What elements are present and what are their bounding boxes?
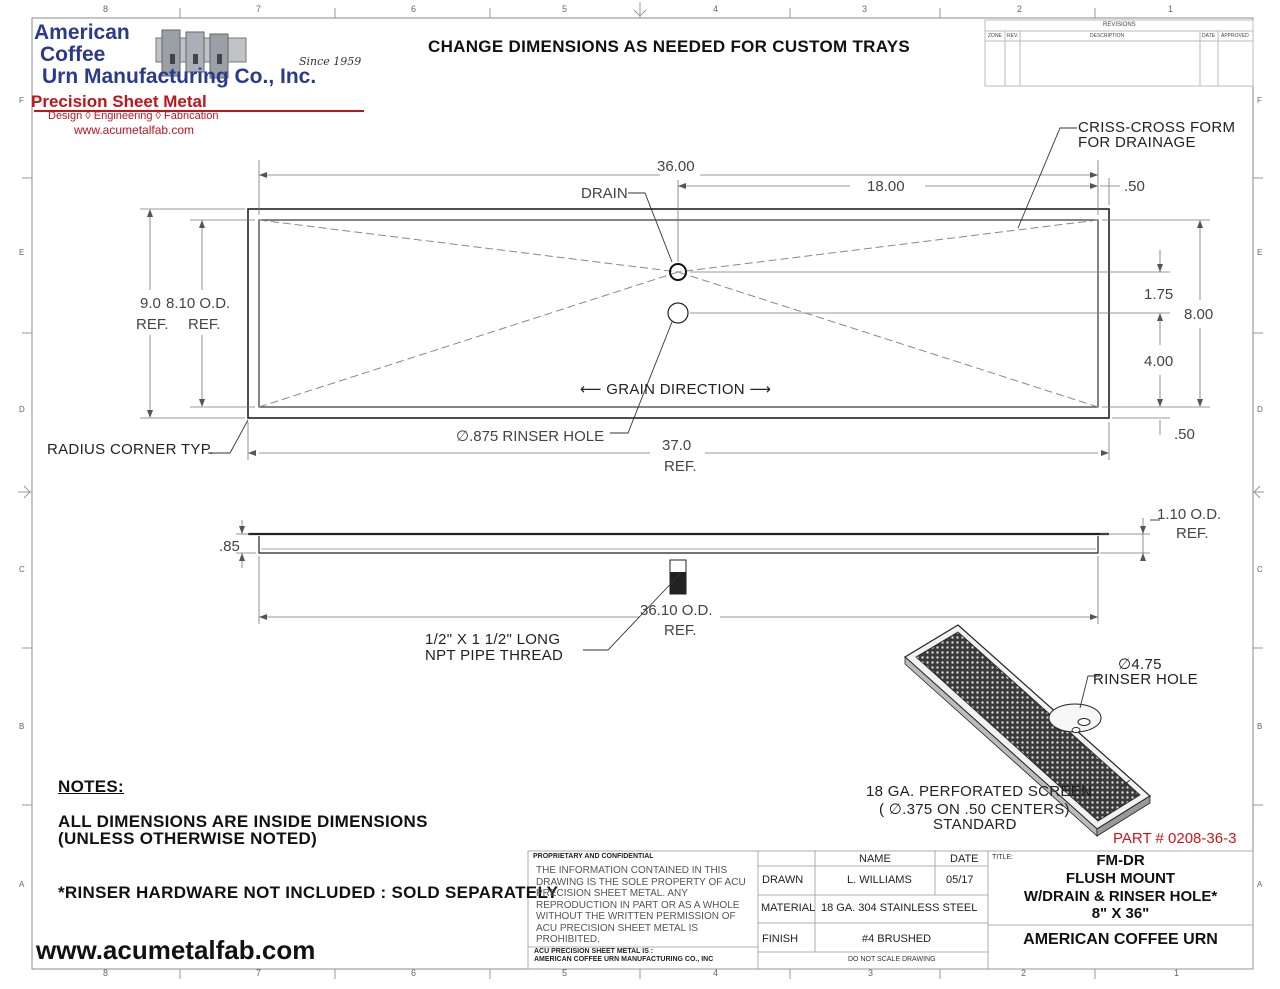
zone-num: 3 — [868, 968, 874, 978]
dim-810-od: 8.10 O.D. — [166, 295, 231, 312]
zone-letter: B — [19, 722, 25, 731]
grain-direction-label: ⟵ GRAIN DIRECTION ⟶ — [580, 381, 772, 398]
zone-num: 1 — [1168, 4, 1174, 14]
zone-num: 2 — [1017, 4, 1023, 14]
tb-material-label: MATERIAL — [761, 902, 816, 914]
zone-num: 4 — [713, 968, 719, 978]
center-mark-right — [1254, 486, 1264, 498]
logo-line-2: Coffee — [40, 43, 106, 66]
rev-col-zone: ZONE — [988, 33, 1002, 39]
tb-drawn-label: DRAWN — [762, 874, 804, 886]
dim-half-length: 18.00 — [867, 178, 905, 195]
thread-label-2: NPT PIPE THREAD — [425, 647, 564, 664]
pipe-thread — [670, 560, 686, 594]
leader-lines — [208, 128, 1077, 453]
tb-title-label: TITLE: — [992, 854, 1014, 861]
screen-label-2: ( ∅.375 ON .50 CENTERS) — [879, 801, 1070, 818]
zone-num: 6 — [411, 968, 417, 978]
zone-letter: E — [19, 248, 25, 257]
radius-corner-label: RADIUS CORNER TYP. — [47, 441, 214, 458]
rev-col-description: DESCRIPTION — [1090, 33, 1125, 39]
top-dimension-arrows — [147, 172, 1203, 456]
dim-085: .85 — [219, 538, 240, 555]
part-number: PART # 0208-36-3 — [1113, 830, 1237, 847]
zone-num: 7 — [256, 4, 262, 14]
company-logo — [31, 20, 369, 140]
dim-810-ref: REF. — [188, 316, 221, 333]
zone-num: 7 — [256, 968, 262, 978]
tb-title-2: FLUSH MOUNT — [1065, 870, 1176, 887]
tb-acu-company: AMERICAN COFFEE URN MANUFACTURING CO., INC — [534, 956, 714, 963]
rev-col-rev: REV. — [1007, 33, 1019, 39]
notes-line-2: (UNLESS OTHERWISE NOTED) — [58, 829, 318, 848]
tb-title-3: W/DRAIN & RINSER HOLE* — [1023, 888, 1218, 905]
dim-3610-ref: REF. — [664, 622, 697, 639]
tb-do-not-scale: DO NOT SCALE DRAWING — [848, 956, 936, 963]
notes-heading: NOTES: — [58, 777, 125, 796]
dim-overall-length: 36.00 — [657, 158, 695, 175]
dim-ref-9: 9.0 — [140, 295, 161, 312]
zone-letter: D — [19, 405, 25, 414]
zone-letter: A — [19, 880, 25, 889]
rev-col-date: DATE — [1202, 33, 1215, 39]
zone-letter: C — [1257, 565, 1263, 574]
criss-cross-label-2: FOR DRAINAGE — [1078, 134, 1196, 151]
logo-website: www.acumetalfab.com — [74, 123, 195, 137]
dim-flange-top: .50 — [1124, 178, 1145, 195]
screen-label-3: STANDARD — [933, 816, 1017, 833]
logo-line-3: Urn Manufacturing Co., Inc. — [42, 65, 317, 88]
tb-drawn-name: L. WILLIAMS — [847, 874, 912, 886]
notes-line-3: *RINSER HARDWARE NOT INCLUDED : SOLD SEPARATELY — [58, 883, 559, 902]
zone-num: 8 — [103, 968, 109, 978]
dim-flange-bottom: .50 — [1174, 426, 1195, 443]
center-mark-top — [634, 2, 646, 16]
tb-finish-label: FINISH — [762, 933, 799, 945]
zone-num: 3 — [862, 4, 868, 14]
tb-acu-is: ACU PRECISION SHEET METAL IS : — [534, 948, 654, 955]
zone-num: 4 — [713, 4, 719, 14]
tb-finish-value: #4 BRUSHED — [862, 933, 932, 945]
zone-letter: A — [1257, 880, 1263, 889]
header-note: CHANGE DIMENSIONS AS NEEDED FOR CUSTOM TRAYS — [428, 37, 911, 56]
dim-400: 4.00 — [1144, 353, 1174, 370]
revisions-title: REVISIONS — [1103, 22, 1136, 28]
zone-num: 1 — [1174, 968, 1180, 978]
revisions-table — [985, 20, 1253, 86]
rev-col-approved: APPROVED — [1221, 33, 1249, 39]
rinser-hole — [668, 303, 688, 323]
dim-3610-od: 36.10 O.D. — [640, 602, 713, 619]
zone-num: 6 — [411, 4, 417, 14]
logo-line-1: American — [34, 21, 130, 44]
side-view-profile — [248, 534, 1109, 553]
zone-letter: B — [1257, 722, 1263, 731]
tb-title-1: FM-DR — [1096, 852, 1145, 869]
logo-since: Since 1959 — [299, 55, 362, 68]
zone-letter: E — [1257, 248, 1263, 257]
logo-tagline: Precision Sheet Metal — [31, 92, 207, 111]
footer-url[interactable]: www.acumetalfab.com — [36, 935, 316, 965]
criss-cross-label-1: CRISS-CROSS FORM — [1078, 119, 1236, 136]
tb-proprietary-body: THE INFORMATION CONTAINED IN THIS DRAWING IS THE SOLE PROPERTY OF ACU PRECISION SHEET METAL. ANY REPRODUCTION IN PART OR AS A WHOLE WITHOUT THE WRITTEN PERMISSION OF ACU PRECISION SHEET METAL IS PROHIBITED. — [536, 865, 746, 945]
tb-material-value: 18 GA. 304 STAINLESS STEEL — [821, 902, 978, 914]
rinser-hole-label: ∅.875 RINSER HOLE — [456, 428, 605, 445]
drain-label: DRAIN — [581, 185, 628, 202]
zone-letter: C — [19, 565, 25, 574]
tb-drawn-date: 05/17 — [946, 874, 974, 886]
center-mark-left — [18, 486, 30, 498]
dim-37: 37.0 — [662, 437, 692, 454]
dim-37-ref: REF. — [664, 458, 697, 475]
zone-letter: D — [1257, 405, 1263, 414]
thread-label-1: 1/2" X 1 1/2" LONG — [425, 631, 561, 648]
tb-col-date: DATE — [950, 853, 979, 865]
dim-800: 8.00 — [1184, 306, 1214, 323]
zone-letter: F — [1257, 96, 1262, 105]
tb-col-name: NAME — [859, 853, 891, 865]
tb-title-4: 8" X 36" — [1091, 905, 1150, 922]
screen-label-1: 18 GA. PERFORATED SCREEN — [866, 783, 1093, 800]
tray-inner-outline — [259, 220, 1098, 407]
dim-110-od: 1.10 O.D. — [1157, 506, 1222, 523]
notes-line-1: ALL DIMENSIONS ARE INSIDE DIMENSIONS — [58, 812, 428, 831]
iso-rinser-dia: ∅4.75 — [1118, 656, 1162, 673]
tb-proprietary-head: PROPRIETARY AND CONFIDENTIAL — [533, 853, 654, 860]
dim-ref-9-ref: REF. — [136, 316, 169, 333]
top-dimension-lines — [140, 160, 1210, 460]
dim-110-ref: REF. — [1176, 525, 1209, 542]
logo-services: Design ◊ Engineering ◊ Fabrication — [48, 110, 219, 122]
zone-num: 5 — [562, 4, 568, 14]
zone-letter: F — [19, 96, 24, 105]
zone-num: 2 — [1021, 968, 1027, 978]
dim-175: 1.75 — [1144, 286, 1174, 303]
iso-rinser-label: RINSER HOLE — [1093, 671, 1198, 688]
zone-num: 5 — [562, 968, 568, 978]
criss-cross-lines — [259, 220, 1098, 407]
zone-num: 8 — [103, 4, 109, 14]
tb-company: AMERICAN COFFEE URN — [1023, 931, 1218, 948]
